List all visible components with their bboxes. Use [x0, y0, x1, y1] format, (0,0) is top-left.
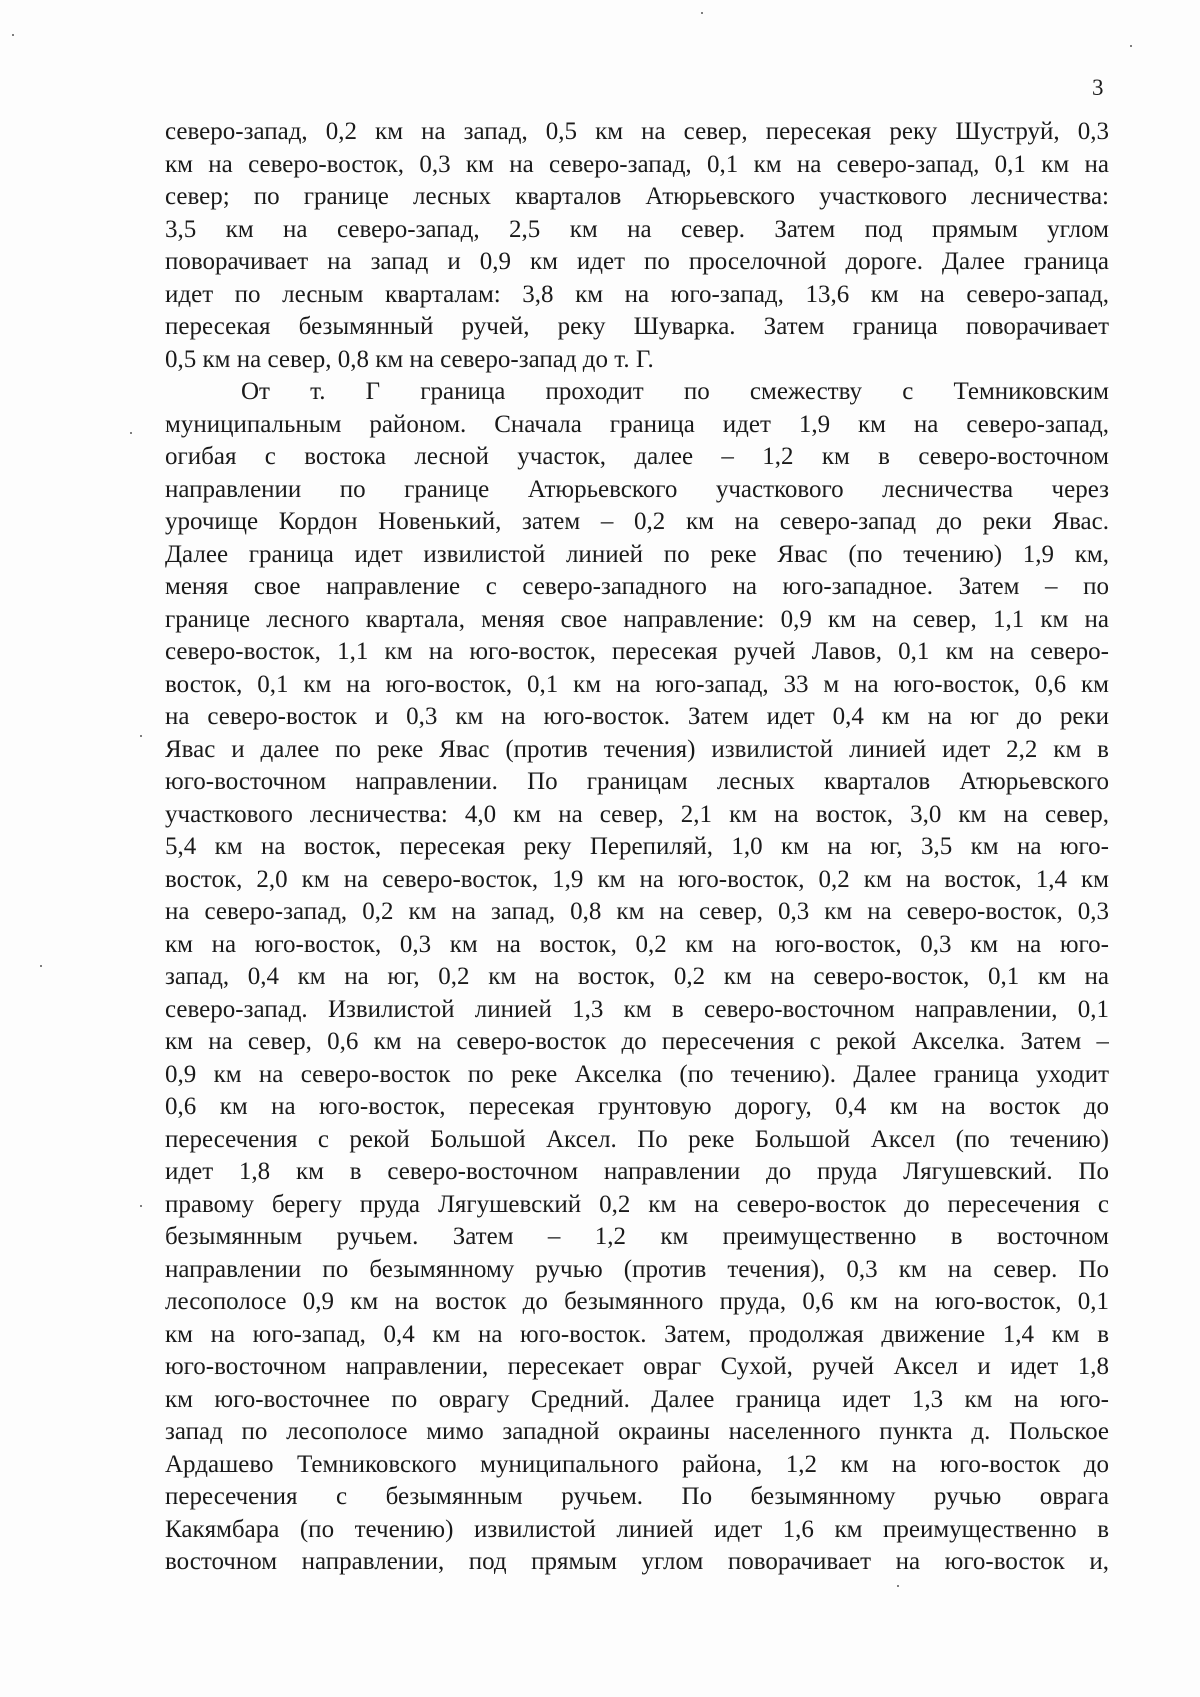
paragraph-2	[165, 376, 1109, 1579]
text-line: Явас и далее по реке Явас (против течения) извилистой линией идет 2,2 км в	[165, 735, 1109, 763]
page-number: 3	[1092, 75, 1104, 100]
text-line: на северо-восток и 0,3 км на юго-восток. Затем идет 0,4 км на юг до реки	[165, 703, 1109, 730]
text-line: северо-восток, 1,1 км на юго-восток, пересекая ручей Лавов, 0,1 км на северо-	[165, 638, 1109, 665]
text-line: правому берегу пруда Лягушевский 0,2 км на северо-восток до пересечения с	[165, 1190, 1109, 1218]
text-line: огибая с востока лесной участок, далее – 1,2 км в северо-восточном	[165, 443, 1109, 470]
text-line: восток, 0,1 км на юго-восток, 0,1 км на юго-запад, 33 м на юго-восток, 0,6 км	[165, 670, 1109, 698]
text-line: направлении по безымянному ручью (против течения), 0,3 км на север. По	[165, 1255, 1109, 1283]
text-line: км на север, 0,6 км на северо-восток до пересечения с рекой Акселка. Затем –	[165, 1028, 1109, 1055]
text-line: границе лесного квартала, меняя свое направление: 0,9 км на север, 1,1 км на	[165, 605, 1109, 633]
text-line: направлении по границе Атюрьевского участкового лесничества через	[165, 475, 1109, 503]
scan-speck	[12, 34, 14, 36]
paragraph-1	[165, 116, 1109, 376]
text-line: лесополосе 0,9 км на восток до безымянного пруда, 0,6 км на юго-восток, 0,1	[165, 1288, 1109, 1315]
text-line: 5,4 км на восток, пересекая реку Перепиляй, 1,0 км на юг, 3,5 км на юго-	[165, 833, 1109, 860]
text-line: север; по границе лесных кварталов Атюрьевского участкового лесничества:	[165, 183, 1109, 210]
text-line: км на юго-запад, 0,4 км на юго-восток. Затем, продолжая движение 1,4 км в	[165, 1320, 1109, 1348]
scan-speck	[701, 12, 703, 14]
text-line: идет по лесным кварталам: 3,8 км на юго-запад, 13,6 км на северо-запад,	[165, 280, 1109, 308]
scan-speck	[140, 1205, 142, 1207]
text-line: Какямбара (по течению) извилистой линией идет 1,6 км преимущественно в	[165, 1515, 1109, 1543]
text-line: 3,5 км на северо-запад, 2,5 км на север. Затем под прямым углом	[165, 215, 1109, 243]
scan-speck	[40, 965, 42, 967]
scan-speck	[897, 1585, 899, 1587]
text-line: восточном направлении, под прямым углом поворачивает на юго-восток и,	[165, 1548, 1109, 1575]
text-line: км юго-восточнее по оврагу Средний. Далее граница идет 1,3 км на юго-	[165, 1385, 1109, 1413]
scan-speck	[1130, 45, 1132, 47]
text-line: запад по лесополосе мимо западной окраины населенного пункта д. Польское	[165, 1418, 1109, 1445]
text-line: северо-запад, 0,2 км на запад, 0,5 км на север, пересекая реку Шуструй, 0,3	[165, 118, 1109, 145]
text-line: Далее граница идет извилистой линией по реке Явас (по течению) 1,9 км,	[165, 540, 1109, 568]
text-line: пересекая безымянный ручей, реку Шуварка. Затем граница поворачивает	[165, 313, 1109, 340]
text-line: От т. Г граница проходит по смежеству с Темниковским	[241, 378, 1109, 405]
text-line: км на юго-восток, 0,3 км на восток, 0,2 км на юго-восток, 0,3 км на юго-	[165, 930, 1109, 958]
text-line: 0,5 км на север, 0,8 км на северо-запад до т. Г.	[165, 345, 654, 373]
text-line: безымянным ручьем. Затем – 1,2 км преимущественно в восточном	[165, 1223, 1109, 1250]
text-line: запад, 0,4 км на юг, 0,2 км на восток, 0,2 км на северо-восток, 0,1 км на	[165, 963, 1109, 990]
text-line: км на северо-восток, 0,3 км на северо-запад, 0,1 км на северо-запад, 0,1 км на	[165, 150, 1109, 178]
document-body	[165, 116, 1109, 1579]
scan-speck	[130, 432, 132, 434]
text-line: на северо-запад, 0,2 км на запад, 0,8 км на север, 0,3 км на северо-восток, 0,3	[165, 898, 1109, 925]
text-line: восток, 2,0 км на северо-восток, 1,9 км на юго-восток, 0,2 км на восток, 1,4 км	[165, 865, 1109, 893]
text-line: северо-запад. Извилистой линией 1,3 км в северо-восточном направлении, 0,1	[165, 995, 1109, 1023]
text-line: идет 1,8 км в северо-восточном направлении до пруда Лягушевский. По	[165, 1158, 1109, 1185]
text-line: меняя свое направление с северо-западного на юго-западное. Затем – по	[165, 573, 1109, 600]
text-line: 0,6 км на юго-восток, пересекая грунтовую дорогу, 0,4 км на восток до	[165, 1093, 1109, 1120]
text-line: поворачивает на запад и 0,9 км идет по проселочной дороге. Далее граница	[165, 248, 1109, 275]
text-line: пересечения с безымянным ручьем. По безымянному ручью оврага	[165, 1483, 1109, 1510]
text-line: Ардашево Темниковского муниципального района, 1,2 км на юго-восток до	[165, 1450, 1109, 1478]
text-line: юго-восточном направлении. По границам лесных кварталов Атюрьевского	[165, 768, 1109, 795]
text-line: юго-восточном направлении, пересекает овраг Сухой, ручей Аксел и идет 1,8	[165, 1353, 1109, 1380]
text-line: пересечения с рекой Большой Аксел. По реке Большой Аксел (по течению)	[165, 1125, 1109, 1153]
text-line: 0,9 км на северо-восток по реке Акселка (по течению). Далее граница уходит	[165, 1060, 1109, 1088]
scan-speck	[140, 735, 142, 737]
text-line: урочище Кордон Новенький, затем – 0,2 км на северо-запад до реки Явас.	[165, 508, 1109, 535]
text-line: муниципальным районом. Сначала граница идет 1,9 км на северо-запад,	[165, 410, 1109, 438]
text-line: участкового лесничества: 4,0 км на север, 2,1 км на восток, 3,0 км на север,	[165, 800, 1109, 828]
